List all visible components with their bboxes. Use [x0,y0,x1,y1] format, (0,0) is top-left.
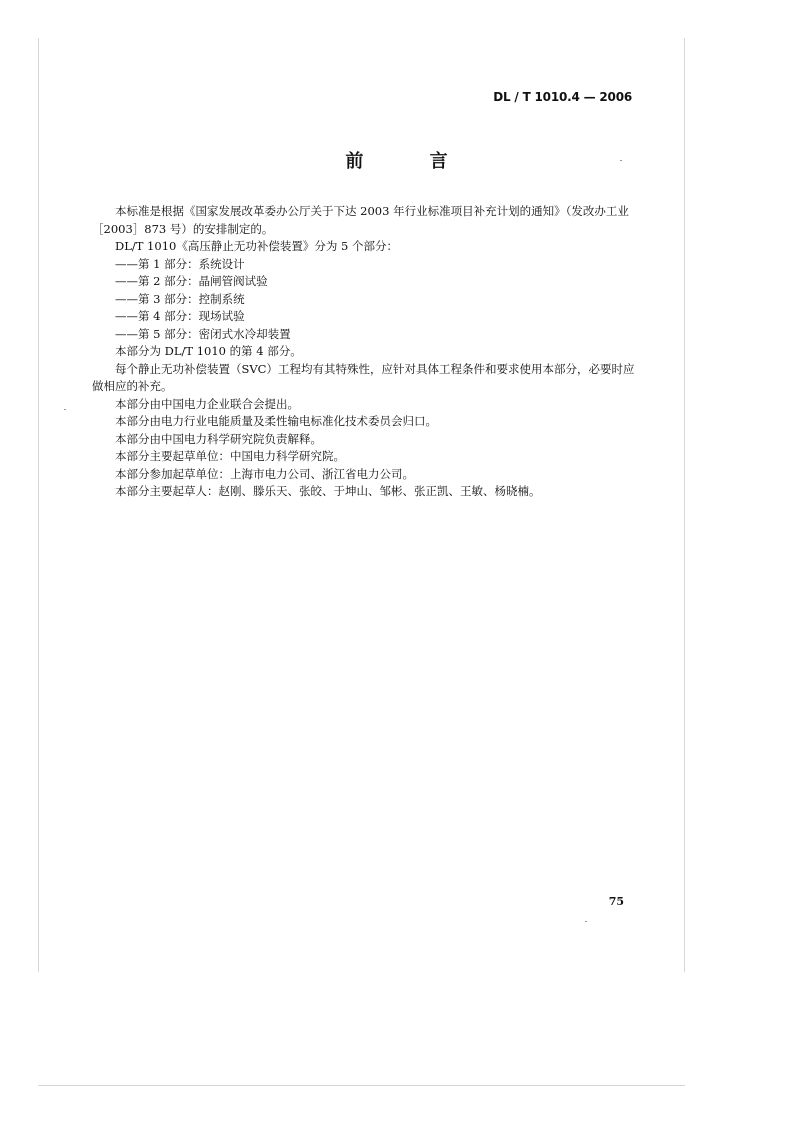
page-title: 前 言 [345,151,478,172]
paragraph-main-drafter-unit: 本部分主要起草单位：中国电力科学研究院。 [115,449,345,463]
list-item-part-5: ——第 5 部分：密闭式水冷却装置 [115,326,291,341]
list-item-part-2: ——第 2 部分：晶闸管阀试验 [115,274,268,288]
page-edge-right [684,38,685,972]
scan-speck [585,921,587,922]
paragraph-parts-intro: DL/T 1010《高压静止无功补偿装置》分为 5 个部分： [115,239,398,253]
paragraph-centralized-by: 本部分由电力行业电能质量及柔性输电标准化技术委员会归口。 [115,414,437,428]
page-number: 75 [608,895,624,908]
list-item-part-3: ——第 3 部分：控制系统 [115,291,245,306]
scan-speck [64,409,66,410]
standard-number: DL / T 1010.4 — 2006 [493,90,632,104]
document-body [92,203,637,501]
scan-speck [620,160,622,161]
paragraph-participating-units: 本部分参加起草单位：上海市电力公司、浙江省电力公司。 [115,466,414,481]
paragraph-proposed-by: 本部分由中国电力企业联合会提出。 [115,396,299,411]
page-edge-left [38,38,39,972]
paragraph-svc-note: 每个静止无功补偿装置（SVC）工程均有其特殊性，应针对具体工程条件和要求使用本部分，必要时应做相应的补充。 [92,361,635,393]
paragraph-main-drafters: 本部分主要起草人：赵刚、滕乐天、张皎、于坤山、邹彬、张正凯、王敏、杨晓楠。 [115,484,541,498]
list-item-part-1: ——第 1 部分：系统设计 [115,256,245,271]
paragraph-basis: 本标准是根据《国家发展改革委办公厅关于下达 2003 年行业标准项目补充计划的通知》（发改办工业［2003］873 号）的安排制定的。 [92,204,629,236]
paragraph-this-part: 本部分为 DL/T 1010 的第 4 部分。 [115,344,302,358]
page-edge-bottom [38,1085,685,1086]
list-item-part-4: ——第 4 部分：现场试验 [115,309,245,323]
paragraph-interpreted-by: 本部分由中国电力科学研究院负责解释。 [115,431,322,446]
